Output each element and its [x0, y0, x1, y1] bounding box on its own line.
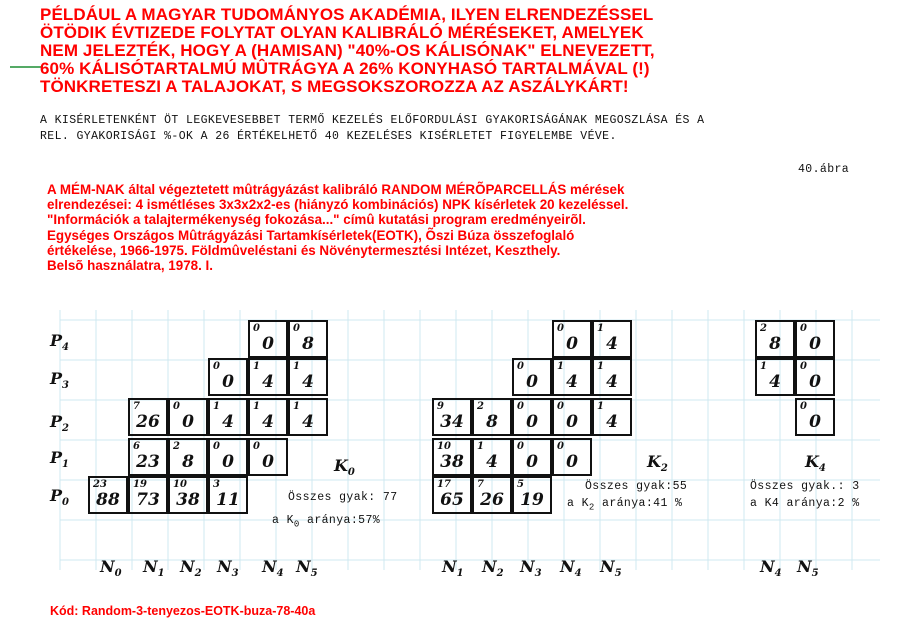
k0-cell [208, 438, 248, 476]
figure-label: 40.ábra [798, 163, 850, 176]
cell-percent: 23 [136, 452, 160, 472]
k2-cell [472, 398, 512, 436]
k2-cell [512, 476, 552, 514]
k2-n-label: $N_4$ [560, 557, 582, 580]
k4-cell [755, 358, 795, 396]
cell-percent: 8 [769, 334, 781, 354]
cell-count: 0 [173, 401, 180, 412]
k2-cell [472, 438, 512, 476]
k4-n-label: $N_5$ [797, 557, 819, 580]
subtitle-line-6: Belsõ használatra, 1978. I. [47, 258, 213, 274]
k0-cell [168, 438, 208, 476]
k2-cell [592, 320, 632, 358]
k0-cell [248, 320, 288, 358]
cell-count: 1 [253, 401, 260, 412]
cell-percent: 38 [176, 490, 200, 510]
cell-percent: 4 [262, 412, 274, 432]
cell-percent: 88 [96, 490, 120, 510]
cell-count: 1 [597, 401, 604, 412]
k0-cell [208, 358, 248, 396]
cell-percent: 0 [526, 452, 538, 472]
k2-ratio: a $K_2$ aránya:41 % [567, 497, 683, 513]
k0-cell [248, 358, 288, 396]
k0-n-label: $N_1$ [143, 557, 165, 580]
k2-cell [592, 398, 632, 436]
cell-percent: 0 [526, 412, 538, 432]
k2-total: Összes gyak:55 [585, 480, 688, 493]
k2-cell [512, 358, 552, 396]
cell-count: 7 [133, 401, 140, 412]
cell-percent: 26 [136, 412, 160, 432]
cell-percent: 0 [809, 372, 821, 392]
heading-block [40, 6, 890, 96]
subtitle-line-3: "Információk a talajtermékenység fokozása..." címû kutatási program eredményeirõl. [47, 212, 586, 228]
cell-percent: 4 [302, 372, 314, 392]
typed-line-2: REL. GYAKORISÁGI %-OK A 26 ÉRTÉKELHETŐ 40 KEZELÉSES KISÉRLETET FIGYELEMBE VÉVE. [40, 130, 617, 143]
k0-cell [168, 398, 208, 436]
heading-line-2: ÖTÖDIK ÉVTIZEDE FOLYTAT OLYAN KALIBRÁLÓ MÉRÉSEKET, AMELYEK [40, 23, 644, 42]
cell-count: 0 [800, 361, 807, 372]
cell-percent: 65 [440, 490, 464, 510]
cell-count: 2 [760, 323, 767, 334]
cell-count: 9 [437, 401, 444, 412]
cell-count: 10 [173, 479, 187, 490]
k4-ratio: a K4 aránya:2 % [750, 497, 860, 510]
cell-percent: 0 [809, 334, 821, 354]
k2-cell [552, 438, 592, 476]
cell-percent: 4 [302, 412, 314, 432]
cell-count: 10 [437, 441, 451, 452]
k0-cell [288, 398, 328, 436]
cell-percent: 4 [606, 412, 618, 432]
k2-cell [512, 398, 552, 436]
k0-total: Összes gyak: 77 [288, 491, 398, 504]
k2-n-label: $N_1$ [442, 557, 464, 580]
k0-label: $K_0$ [334, 456, 355, 479]
cell-count: 1 [293, 361, 300, 372]
k4-cell [795, 398, 835, 436]
cell-count: 0 [253, 323, 260, 334]
cell-count: 1 [557, 361, 564, 372]
cell-count: 2 [173, 441, 180, 452]
green-margin-mark [10, 66, 42, 68]
cell-percent: 0 [566, 452, 578, 472]
row-label-p1: $P_1$ [50, 448, 69, 471]
cell-count: 0 [800, 401, 807, 412]
cell-percent: 8 [182, 452, 194, 472]
subtitle-line-2: elrendezései: 4 ismétléses 3x3x2x2-es (hiányzó kombinációs) NPK kísérletek 20 kezeléssel. [47, 197, 629, 213]
k4-cell [795, 320, 835, 358]
k2-cell [512, 438, 552, 476]
cell-percent: 0 [262, 334, 274, 354]
cell-count: 0 [293, 323, 300, 334]
cell-percent: 0 [182, 412, 194, 432]
cell-count: 7 [477, 479, 484, 490]
cell-percent: 26 [480, 490, 504, 510]
cell-percent: 0 [566, 412, 578, 432]
row-label-p2: $P_2$ [50, 412, 69, 435]
k2-cell [432, 438, 472, 476]
cell-percent: 4 [222, 412, 234, 432]
k2-n-label: $N_2$ [482, 557, 504, 580]
cell-count: 0 [517, 361, 524, 372]
cell-count: 5 [517, 479, 524, 490]
k2-cell [432, 476, 472, 514]
k0-n-label: $N_0$ [100, 557, 122, 580]
row-label-p4: $P_4$ [50, 331, 69, 354]
cell-percent: 0 [222, 372, 234, 392]
cell-percent: 19 [520, 490, 544, 510]
heading-line-4: 60% KÁLISÓTARTALMÚ MÛTRÁGYA A 26% KONYHASÓ TARTALMÁVAL (!) [40, 59, 650, 78]
k0-cell [128, 476, 168, 514]
subtitle-line-1: A MÉM-NAK által végeztetett mûtrágyázást kalibráló RANDOM MÉRÕPARCELLÁS mérések [47, 182, 625, 197]
k4-cell [755, 320, 795, 358]
cell-count: 1 [293, 401, 300, 412]
cell-percent: 8 [302, 334, 314, 354]
subtitle-line-5: értékelése, 1966-1975. Földmûveléstani és Növénytermesztési Intézet, Keszthely. [47, 242, 561, 258]
k2-n-label: $N_5$ [600, 557, 622, 580]
k2-label: $K_2$ [647, 452, 668, 475]
cell-count: 17 [437, 479, 451, 490]
subtitle-block [47, 182, 827, 273]
cell-count: 0 [213, 361, 220, 372]
cell-count: 19 [133, 479, 147, 490]
k0-cell [88, 476, 128, 514]
k0-cell [128, 398, 168, 436]
k0-n-label: $N_4$ [262, 557, 284, 580]
cell-percent: 4 [486, 452, 498, 472]
cell-percent: 0 [222, 452, 234, 472]
k0-cell [208, 398, 248, 436]
k4-cell [795, 358, 835, 396]
cell-percent: 4 [566, 372, 578, 392]
k0-cell [248, 438, 288, 476]
k2-n-label: $N_3$ [520, 557, 542, 580]
row-label-p0: $P_0$ [50, 486, 69, 509]
k0-cell [128, 438, 168, 476]
cell-count: 0 [557, 323, 564, 334]
k0-n-label: $N_3$ [217, 557, 239, 580]
k4-n-label: $N_4$ [760, 557, 782, 580]
cell-count: 0 [517, 401, 524, 412]
cell-count: 1 [597, 323, 604, 334]
k0-cell [288, 320, 328, 358]
cell-percent: 0 [526, 372, 538, 392]
cell-count: 6 [133, 441, 140, 452]
k2-cell [552, 320, 592, 358]
cell-percent: 4 [606, 334, 618, 354]
k0-n-label: $N_5$ [296, 557, 318, 580]
cell-count: 3 [213, 479, 220, 490]
heading-line-1: PÉLDÁUL A MAGYAR TUDOMÁNYOS AKADÉMIA, ILYEN ELRENDEZÉSSEL [40, 5, 654, 24]
k2-cell [432, 398, 472, 436]
k0-cell [168, 476, 208, 514]
typed-line-1: A KISÉRLETENKÉNT ÖT LEGKEVESEBBET TERMŐ KEZELÉS ELŐFORDULÁSI GYAKORISÁGÁNAK MEGOSZLÁSA ÉS A [40, 114, 705, 127]
cell-count: 23 [93, 479, 107, 490]
cell-percent: 0 [262, 452, 274, 472]
cell-percent: 11 [216, 490, 240, 510]
k2-cell [552, 398, 592, 436]
cell-count: 1 [213, 401, 220, 412]
cell-count: 0 [517, 441, 524, 452]
cell-count: 2 [477, 401, 484, 412]
k0-cell [288, 358, 328, 396]
k0-cell [208, 476, 248, 514]
row-label-p3: $P_3$ [50, 369, 69, 392]
cell-count: 1 [760, 361, 767, 372]
k4-total: Összes gyak.: 3 [750, 480, 860, 493]
cell-count: 0 [213, 441, 220, 452]
cell-count: 0 [800, 323, 807, 334]
cell-count: 0 [557, 401, 564, 412]
k2-cell [552, 358, 592, 396]
k4-label: $K_4$ [805, 452, 826, 475]
cell-percent: 34 [440, 412, 464, 432]
cell-count: 1 [597, 361, 604, 372]
cell-count: 1 [253, 361, 260, 372]
cell-percent: 0 [566, 334, 578, 354]
cell-percent: 38 [440, 452, 464, 472]
k0-ratio: a $K_0$ aránya:57% [272, 514, 381, 530]
heading-line-5: TÖNKRETESZI A TALAJOKAT, S MEGSOKSZOROZZA AZ ASZÁLYKÁRT! [40, 77, 629, 96]
k0-cell [248, 398, 288, 436]
cell-count: 1 [477, 441, 484, 452]
k2-cell [592, 358, 632, 396]
k2-cell [472, 476, 512, 514]
cell-percent: 4 [769, 372, 781, 392]
cell-percent: 73 [136, 490, 160, 510]
cell-percent: 8 [486, 412, 498, 432]
heading-line-3: NEM JELEZTÉK, HOGY A (HAMISAN) "40%-OS KÁLISÓNAK" ELNEVEZETT, [40, 41, 655, 60]
code-label: Kód: Random-3-tenyezos-EOTK-buza-78-40a [50, 604, 316, 618]
cell-count: 0 [557, 441, 564, 452]
cell-percent: 4 [606, 372, 618, 392]
cell-percent: 4 [262, 372, 274, 392]
cell-count: 0 [253, 441, 260, 452]
subtitle-line-4: Egységes Országos Mûtrágyázási Tartamkísérletek(EOTK), Õszi Búza összefoglaló [47, 227, 575, 243]
cell-percent: 0 [809, 412, 821, 432]
k0-n-label: $N_2$ [180, 557, 202, 580]
